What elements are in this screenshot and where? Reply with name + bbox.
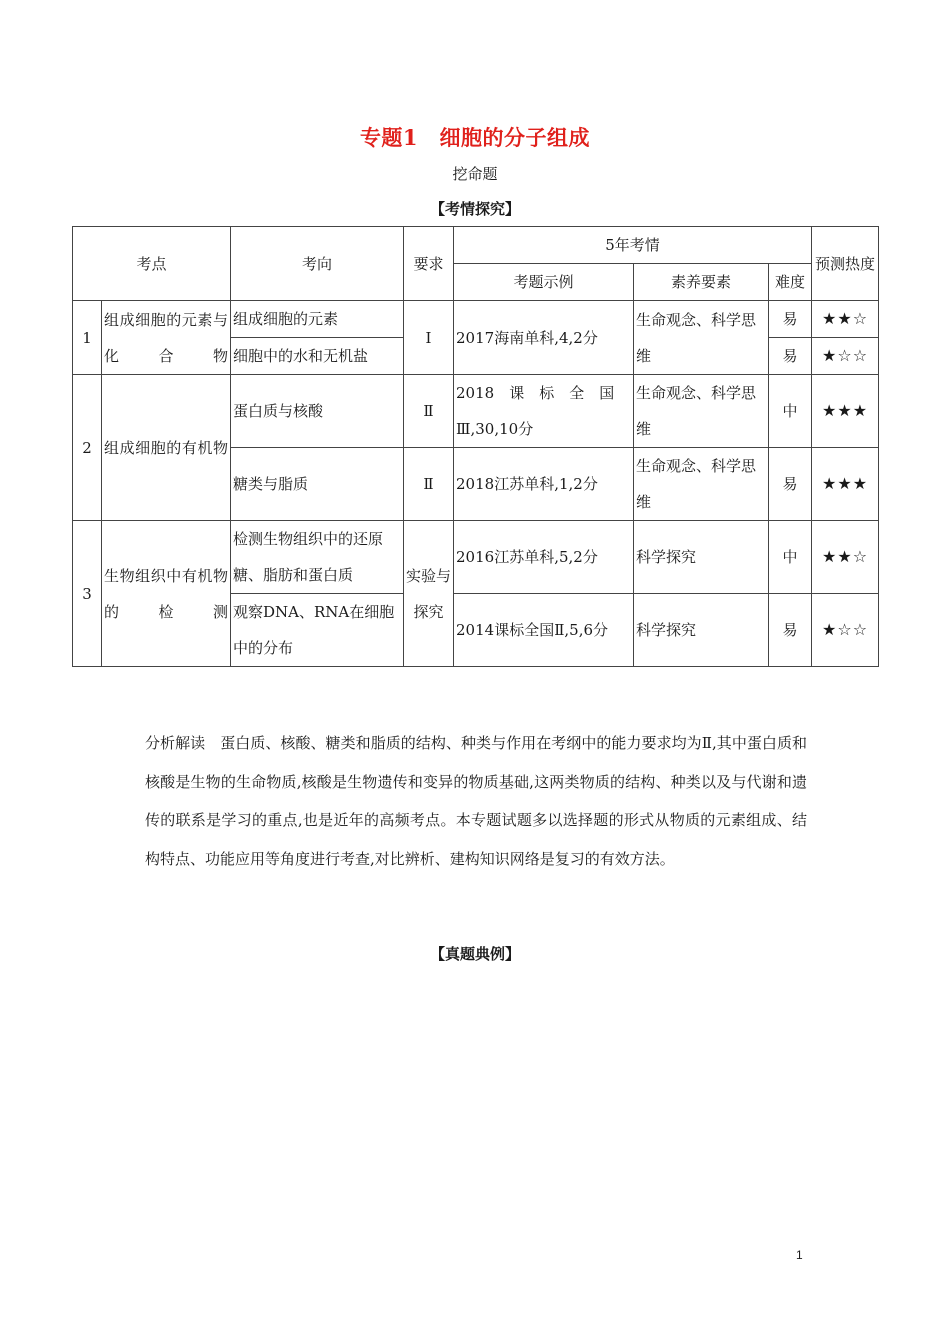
suyang-cell: 科学探究 (634, 521, 769, 594)
page-title: 专题1 细胞的分子组成 (359, 125, 591, 150)
direction-cell: 细胞中的水和无机盐 (231, 338, 404, 375)
example-cell: 2018 课 标 全 国Ⅲ,30,10分 (454, 375, 634, 448)
table-row (73, 521, 879, 594)
example-cell: 2018江苏单科,1,2分 (454, 448, 634, 521)
direction-cell: 观察DNA、RNA在细胞中的分布 (231, 594, 404, 667)
topic-number: 3 (73, 521, 102, 667)
direction-cell: 蛋白质与核酸 (231, 375, 404, 448)
example-cell: 2014课标全国Ⅱ,5,6分 (454, 594, 634, 667)
forecast-stars: ★☆☆ (812, 594, 879, 667)
topic-name: 组成细胞的元素与化合物 (102, 301, 231, 375)
requirement-cell: 实验与探究 (404, 521, 454, 667)
topic-number: 1 (73, 301, 102, 375)
suyang-cell: 科学探究 (634, 594, 769, 667)
header-difficulty: 难度 (769, 264, 812, 301)
difficulty-cell: 中 (769, 375, 812, 448)
difficulty-cell: 易 (769, 338, 812, 375)
direction-cell: 糖类与脂质 (231, 448, 404, 521)
requirement-cell: Ⅱ (404, 375, 454, 448)
difficulty-cell: 易 (769, 594, 812, 667)
requirement-cell: Ⅰ (404, 301, 454, 375)
direction-cell: 组成细胞的元素 (231, 301, 404, 338)
forecast-stars: ★★☆ (812, 301, 879, 338)
page-subtitle: 挖命题 (452, 165, 498, 183)
forecast-stars: ★★★ (812, 375, 879, 448)
example-cell: 2017海南单科,4,2分 (454, 301, 634, 375)
topic-name: 生物组织中有机物的检测 (102, 521, 231, 667)
header-kaodian: 考点 (73, 227, 231, 301)
requirement-cell: Ⅱ (404, 448, 454, 521)
analysis-paragraph: 分析解读 蛋白质、核酸、糖类和脂质的结构、种类与作用在考纲中的能力要求均为Ⅱ,其中蛋白质和核酸是生物的生命物质,核酸是生物遗传和变异的物质基础,这两类物质的结构、种类以及与代谢和遗传的联系是学习的重点,也是近年的高频考点。本专题试题多以选择题的形式从物质的元素组成、结构特点、功能应用等角度进行考查,对比辨析、建构知识网络是复习的有效方法。 (145, 734, 807, 868)
suyang-cell: 生命观念、科学思维 (634, 448, 769, 521)
header-five-year: 5年考情 (454, 227, 812, 264)
table-row (73, 301, 879, 338)
exam-analysis-table (72, 226, 879, 667)
forecast-stars: ★★☆ (812, 521, 879, 594)
topic-name: 组成细胞的有机物 (102, 375, 231, 521)
forecast-stars: ★★★ (812, 448, 879, 521)
suyang-cell: 生命观念、科学思维 (634, 301, 769, 375)
direction-cell: 检测生物组织中的还原糖、脂肪和蛋白质 (231, 521, 404, 594)
section-heading-exam-analysis: 【考情探究】 (429, 200, 520, 218)
page-number: 1 (796, 1248, 803, 1262)
example-cell: 2016江苏单科,5,2分 (454, 521, 634, 594)
topic-number: 2 (73, 375, 102, 521)
header-suyang: 素养要素 (634, 264, 769, 301)
header-kaoxiang: 考向 (231, 227, 404, 301)
header-example: 考题示例 (454, 264, 634, 301)
difficulty-cell: 中 (769, 521, 812, 594)
table-header-row (73, 227, 879, 264)
section-heading-examples: 【真题典例】 (429, 945, 520, 963)
suyang-cell: 生命观念、科学思维 (634, 375, 769, 448)
header-yaoqiu: 要求 (404, 227, 454, 301)
difficulty-cell: 易 (769, 448, 812, 521)
table-row (73, 375, 879, 448)
difficulty-cell: 易 (769, 301, 812, 338)
header-forecast: 预测热度 (812, 227, 879, 301)
forecast-stars: ★☆☆ (812, 338, 879, 375)
